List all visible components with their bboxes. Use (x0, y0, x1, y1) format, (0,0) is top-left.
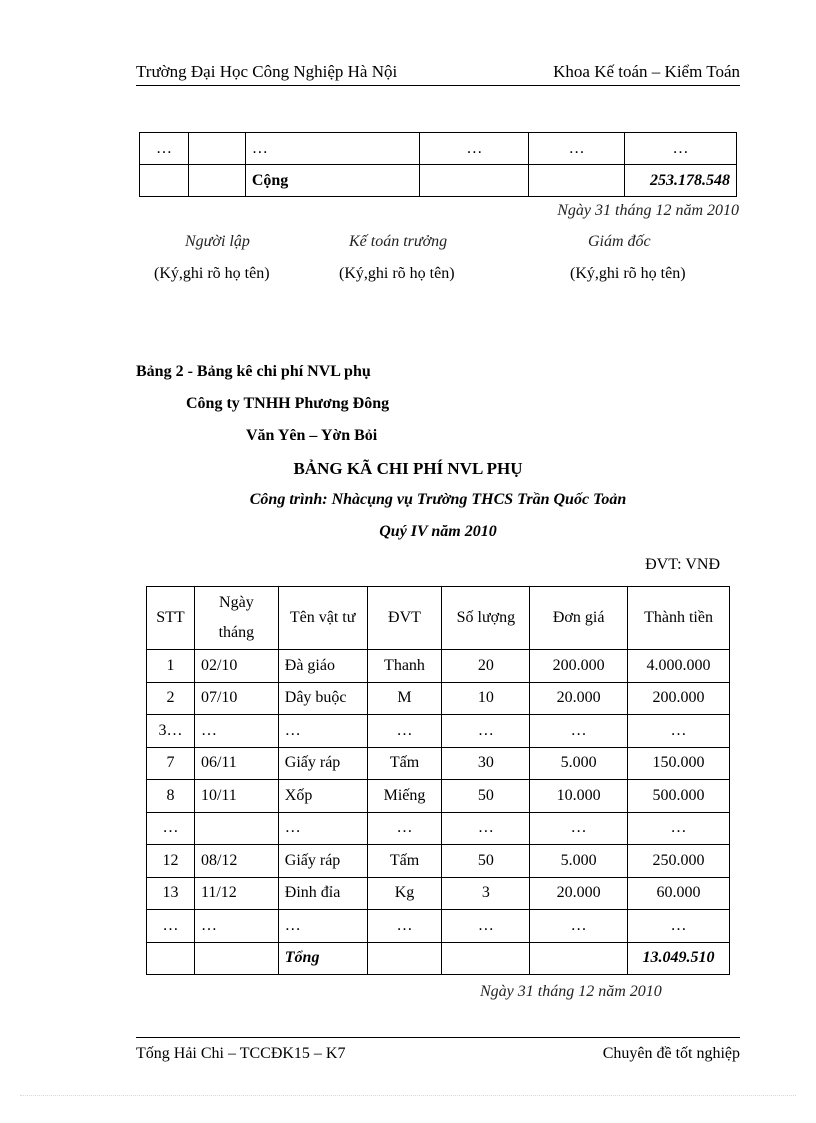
date-cell: 02/10 (194, 650, 278, 683)
quantity-cell: 10 (442, 682, 530, 715)
stt-cell: 1 (147, 650, 195, 683)
header-amount: Thành tiền (628, 587, 730, 650)
unit-cell: Kg (367, 877, 442, 910)
table-cell (147, 942, 195, 975)
table-row (147, 650, 730, 683)
signature-director-note: (Ký,ghi rõ họ tên) (570, 265, 686, 282)
price-cell: … (530, 715, 628, 748)
header-faculty: Khoa Kế toán – Kiểm Toán (553, 62, 740, 81)
table-row (147, 715, 730, 748)
date-line-1: Ngày 31 tháng 12 năm 2010 (557, 202, 739, 219)
amount-cell: 150.000 (628, 747, 730, 780)
stt-cell: … (147, 812, 195, 845)
quantity-cell: … (442, 812, 530, 845)
table-total-row (140, 165, 737, 197)
unit-cell: … (367, 910, 442, 943)
table-row (147, 812, 730, 845)
stt-cell: 7 (147, 747, 195, 780)
amount-cell: 500.000 (628, 780, 730, 813)
header-quantity: Số lượng (442, 587, 530, 650)
material-cell: Giấy ráp (278, 747, 367, 780)
amount-cell: 250.000 (628, 845, 730, 878)
table-row (147, 845, 730, 878)
table-cell (442, 942, 530, 975)
unit-cell: Miếng (367, 780, 442, 813)
footer-author: Tống Hải Chi – TCCĐK15 – K7 (136, 1045, 346, 1062)
total-label: Tổng (278, 942, 367, 975)
header-date: Ngày tháng (194, 587, 278, 650)
material-cell: Xốp (278, 780, 367, 813)
header-divider (136, 85, 740, 86)
date-cell: 11/12 (194, 877, 278, 910)
project-name: Công trình: Nhàcụng vụ Trường THCS Trần Quốc Toản (249, 491, 627, 508)
table-cell (140, 165, 189, 197)
price-cell: … (530, 812, 628, 845)
total-label: Cộng (245, 165, 420, 197)
stt-cell: … (147, 910, 195, 943)
document-title: BẢNG KÃ CHI PHÍ NVL PHỤ (293, 459, 523, 478)
amount-cell: … (628, 812, 730, 845)
quantity-cell: 50 (442, 780, 530, 813)
date-cell (194, 812, 278, 845)
material-cell: Đà giáo (278, 650, 367, 683)
quantity-cell: 3 (442, 877, 530, 910)
table-row (147, 910, 730, 943)
table-cell (529, 165, 625, 197)
page-edge (20, 1095, 796, 1096)
period: Quý IV năm 2010 (379, 523, 497, 540)
unit-cell: … (367, 812, 442, 845)
currency-unit: ĐVT: VNĐ (645, 556, 720, 573)
material-cell: … (278, 715, 367, 748)
table-cell (367, 942, 442, 975)
header-stt: STT (147, 587, 195, 650)
date-cell: 07/10 (194, 682, 278, 715)
amount-cell: 60.000 (628, 877, 730, 910)
table-cell: … (140, 133, 189, 165)
price-cell: 20.000 (530, 877, 628, 910)
quantity-cell: 30 (442, 747, 530, 780)
material-cell: Đinh đỉa (278, 877, 367, 910)
header-unit: ĐVT (367, 587, 442, 650)
signature-preparer-title: Người lập (185, 233, 250, 250)
table-cell (420, 165, 529, 197)
material-cell: … (278, 910, 367, 943)
unit-cell: Tấm (367, 845, 442, 878)
unit-cell: Tấm (367, 747, 442, 780)
table-cell (194, 942, 278, 975)
company-address: Văn Yên – Yờn Bỏi (246, 427, 378, 444)
header-material: Tên vật tư (278, 587, 367, 650)
table-header-row (147, 587, 730, 650)
price-cell: 5.000 (530, 747, 628, 780)
table-total-row (147, 942, 730, 975)
stt-cell: 8 (147, 780, 195, 813)
amount-cell: 4.000.000 (628, 650, 730, 683)
price-cell: 200.000 (530, 650, 628, 683)
material-cell: Dây buộc (278, 682, 367, 715)
quantity-cell: … (442, 715, 530, 748)
total-value: 253.178.548 (625, 165, 737, 197)
table-2-materials (146, 586, 730, 975)
table-row (147, 682, 730, 715)
total-value: 13.049.510 (628, 942, 730, 975)
footer-divider (136, 1037, 740, 1038)
quantity-cell: … (442, 910, 530, 943)
price-cell: 5.000 (530, 845, 628, 878)
table-cell (188, 133, 245, 165)
table-row (147, 877, 730, 910)
table-cell (188, 165, 245, 197)
header-unit-price: Đơn giá (530, 587, 628, 650)
table-cell: … (529, 133, 625, 165)
table-row (147, 780, 730, 813)
date-cell: … (194, 715, 278, 748)
signature-accountant-title: Kế toán trưởng (349, 233, 448, 250)
signature-accountant-note: (Ký,ghi rõ họ tên) (339, 265, 455, 282)
header-school: Trường Đại Học Công Nghiệp Hà Nội (136, 62, 398, 81)
table-caption: Bảng 2 - Bảng kê chi phí NVL phụ (136, 363, 371, 380)
quantity-cell: 20 (442, 650, 530, 683)
table-1-summary (139, 132, 737, 197)
table-cell: … (245, 133, 420, 165)
unit-cell: M (367, 682, 442, 715)
table-cell: … (420, 133, 529, 165)
company-name: Công ty TNHH Phương Đông (186, 395, 390, 412)
quantity-cell: 50 (442, 845, 530, 878)
table-row (140, 133, 737, 165)
date-cell: … (194, 910, 278, 943)
signature-preparer-note: (Ký,ghi rõ họ tên) (154, 265, 270, 282)
date-cell: 10/11 (194, 780, 278, 813)
price-cell: 10.000 (530, 780, 628, 813)
table-row (147, 747, 730, 780)
unit-cell: … (367, 715, 442, 748)
stt-cell: 2 (147, 682, 195, 715)
amount-cell: … (628, 715, 730, 748)
date-cell: 08/12 (194, 845, 278, 878)
stt-cell: 3… (147, 715, 195, 748)
date-cell: 06/11 (194, 747, 278, 780)
price-cell: … (530, 910, 628, 943)
unit-cell: Thanh (367, 650, 442, 683)
stt-cell: 13 (147, 877, 195, 910)
table-cell: … (625, 133, 737, 165)
amount-cell: … (628, 910, 730, 943)
stt-cell: 12 (147, 845, 195, 878)
material-cell: Giấy ráp (278, 845, 367, 878)
table-cell (530, 942, 628, 975)
price-cell: 20.000 (530, 682, 628, 715)
amount-cell: 200.000 (628, 682, 730, 715)
footer-topic: Chuyên đề tốt nghiệp (602, 1045, 740, 1062)
material-cell: … (278, 812, 367, 845)
date-line-2: Ngày 31 tháng 12 năm 2010 (480, 983, 662, 1000)
signature-director-title: Giám đốc (588, 233, 651, 250)
